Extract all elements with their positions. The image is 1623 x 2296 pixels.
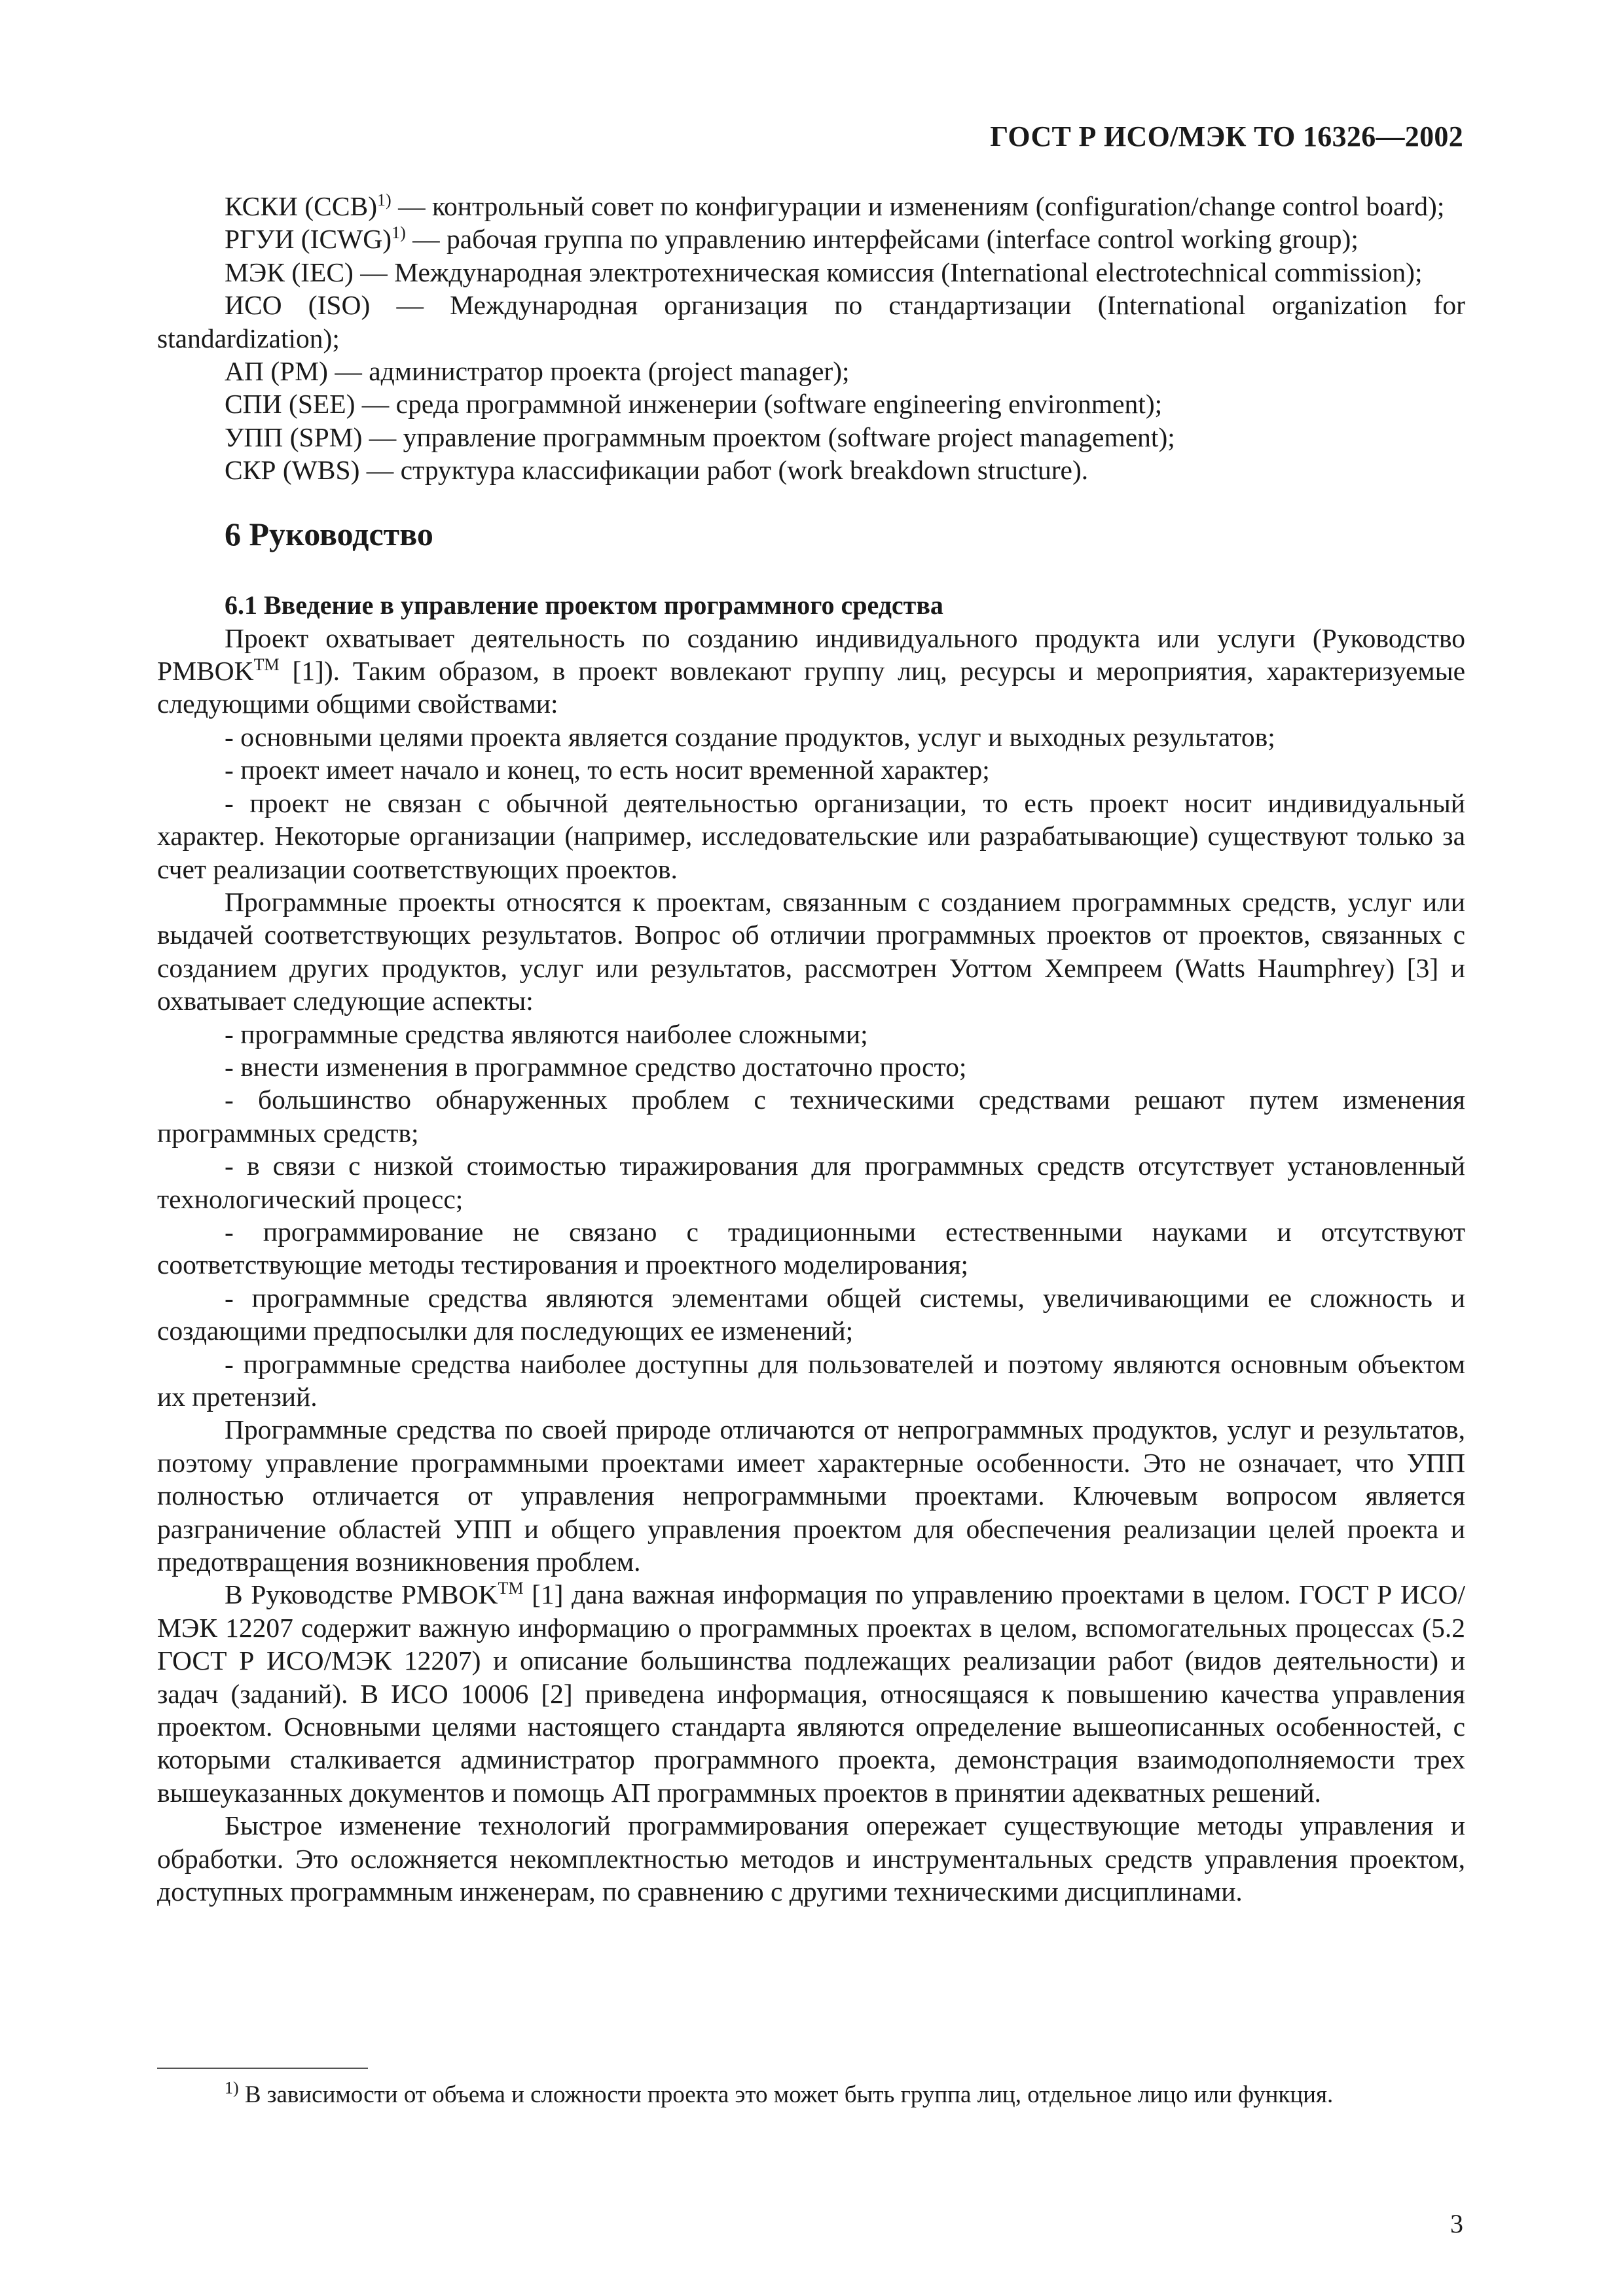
document-header: ГОСТ Р ИСО/МЭК ТО 16326—2002: [990, 120, 1463, 152]
footnote-marker: 1): [225, 2078, 239, 2098]
abbreviation-term: СПИ (SEE): [225, 389, 356, 420]
paragraph-text: Проект охватывает деятельность по созданию индивидуального продукта или услуги (Руководство PMBOK: [157, 622, 1465, 687]
abbreviation-item: [157, 223, 1465, 255]
abbreviation-item: [157, 421, 1465, 454]
list-item: - основными целями проекта является создание продуктов, услуг и выходных результатов;: [225, 721, 1275, 752]
paragraph: Быстрое изменение технологий программирования опережает существующие методы управления и обработки. Это осложняется некомплектностью методов и инструментальных средств управления проектом, доступных программным инженерам, по сравнению с другими техническими дисциплинами.: [157, 1810, 1465, 1907]
list-item: - проект имеет начало и конец, то есть носит временной характер;: [225, 755, 990, 785]
footnote-ref: 1): [377, 190, 392, 210]
abbreviation-definition: — структура классификации работ (work breakdown structure).: [359, 455, 1089, 486]
list-item: - проект не связан с обычной деятельностью организации, то есть проект носит индивидуальный характер. Некоторые организации (например, исследовательские или разрабатывающие) существуют только за счет реализации соответствующих проектов.: [157, 787, 1465, 884]
footnote: [157, 2079, 1465, 2111]
abbreviation-term: УПП (SPM): [225, 422, 363, 452]
paragraph-text: [1]). Таким образом, в проект вовлекают группу лиц, ресурсы и мероприятия, характеризуемые следующими общими свойствами:: [157, 656, 1465, 719]
abbreviation-term: СКР (WBS): [225, 455, 360, 486]
abbreviation-list: [157, 190, 1465, 487]
abbreviation-definition: — Международная организация по стандартизации (International organization for standardization);: [157, 290, 1465, 353]
paragraph-text: В Руководстве PMBOK: [225, 1579, 498, 1610]
footnote-divider: [157, 2068, 368, 2069]
abbreviation-item: [157, 454, 1465, 486]
page-number: 3: [1450, 2209, 1463, 2238]
abbreviation-item: [157, 289, 1465, 355]
abbreviation-term: ИСО (ISO): [225, 290, 371, 321]
list-item: - программные средства наиболее доступны для пользователей и поэтому являются основным объектом их претензий.: [157, 1348, 1465, 1412]
footnote-text-block: [157, 2079, 1465, 2111]
paragraph: Программные проекты относятся к проектам, связанным с созданием программных средств, услуг или выдачей соответствующих результатов. Вопрос об отличии программных проектов от проектов, связанных с созданием других продуктов, услуг или результатов, рассмотрен Уоттом Хемпреем (Watts Haumphrey) [3] и охватывает следующие аспекты:: [157, 886, 1465, 1016]
abbreviation-item: [157, 387, 1465, 420]
abbreviation-definition: — администратор проекта (project manager);: [327, 356, 850, 387]
paragraph: Программные средства по своей природе отличаются от непрограммных продуктов, услуг и результатов, поэтому управление программными проектами имеет характерные особенности. Это не означает, что УПП полностью отличается от управления непрограммными проектами. Ключевым вопросом является разграничение областей УПП и общего управления проектом для обеспечения реализации целей проекта и предотвращения возникновения проблем.: [157, 1414, 1465, 1577]
abbreviation-item: [157, 190, 1465, 223]
footnote-text: В зависимости от объема и сложности проекта это может быть группа лиц, отдельное лицо или функция.: [238, 2081, 1334, 2108]
abbreviation-term: МЭК (IEC): [225, 257, 354, 287]
subsection-heading: 6.1 Введение в управление проектом программного средства: [225, 590, 943, 620]
trademark-sup: TM: [498, 1579, 524, 1598]
abbreviation-definition: — рабочая группа по управлению интерфейсами (interface control working group);: [405, 224, 1359, 255]
abbreviation-definition: — Международная электротехническая комиссия (International electrotechnical commission);: [353, 257, 1423, 287]
list-item: - программирование не связано с традиционными естественными науками и отсутствуют соответствующие методы тестирования и проектного моделирования;: [157, 1216, 1465, 1280]
abbreviation-definition: — контрольный совет по конфигурации и изменениям (configuration/change control board);: [391, 191, 1445, 221]
list-item: - в связи с низкой стоимостью тиражирования для программных средств отсутствует установленный технологический процесс;: [157, 1151, 1465, 1214]
abbreviation-definition: — среда программной инженерии (software engineering environment);: [355, 389, 1163, 420]
abbreviation-item: [157, 256, 1465, 289]
paragraph: [157, 622, 1465, 721]
trademark-sup: TM: [253, 655, 280, 675]
paragraph-text: [1] дана важная информация по управлению проектами в целом. ГОСТ Р ИСО/МЭК 12207 содержит важную информацию о программных проектах в целом, вспомогательных процессах (5.2 ГОСТ Р ИСО/МЭК 12207) и описание большинства подлежащих реализации работ (видов деятельности) и задач (заданий). В ИСО 10006 [2] приведена информация, относящаяся к повышению качества управления проектом. Основными целями настоящего стандарта являются определение вышеописанных особенностей, с которыми сталкивается администратор программного проекта, демонстрация взаимодополняемости трех вышеуказанных документов и помощь АП программных проектов в принятии адекватных решений.: [157, 1579, 1465, 1808]
paragraph: [157, 1578, 1465, 1809]
abbreviation-item: [157, 355, 1465, 387]
footnote-ref: 1): [392, 223, 406, 243]
abbreviation-term: АП (PM): [225, 356, 328, 387]
abbreviation-term: РГУИ (ICWG): [225, 224, 392, 255]
abbreviation-definition: — управление программным проектом (software project management);: [362, 422, 1175, 452]
document-body: [157, 190, 1465, 1909]
list-item: - внести изменения в программное средство достаточно просто;: [225, 1051, 967, 1082]
abbreviation-term: КСКИ (CCB): [225, 191, 378, 221]
section-heading: 6 Руководство: [225, 515, 433, 552]
list-item: - программные средства являются наиболее сложными;: [225, 1018, 868, 1049]
list-item: - программные средства являются элементами общей системы, увеличивающими ее сложность и создающими предпосылки для последующих ее изменений;: [157, 1282, 1465, 1346]
list-item: - большинство обнаруженных проблем с техническими средствами решают путем изменения программных средств;: [157, 1085, 1465, 1148]
